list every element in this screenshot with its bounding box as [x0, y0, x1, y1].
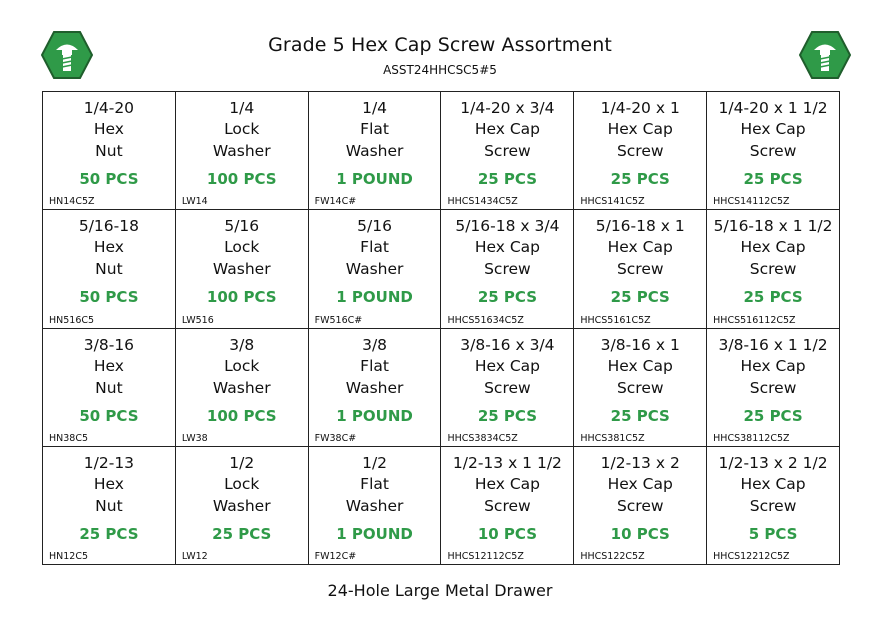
item-label: Screw	[484, 260, 531, 279]
item-label: Screw	[749, 378, 797, 397]
drawer-compartment	[309, 447, 442, 565]
item-label: Washer	[212, 496, 271, 515]
drawer-compartment	[441, 329, 574, 447]
size-label: 3/8-16 x 1 1/2	[718, 335, 828, 354]
size-label: 5/16-18 x 3/4	[455, 217, 560, 236]
quantity-label: 100 PCS	[206, 288, 277, 307]
sku-label: FW12C#	[314, 551, 357, 562]
size-label: 1/4	[229, 99, 255, 117]
type-label: Flat	[360, 120, 389, 138]
drawer-compartment	[43, 447, 176, 565]
type-label: Hex Cap	[474, 120, 540, 138]
sku-label: HHCS38112C5Z	[713, 432, 790, 444]
item-label: Washer	[345, 142, 404, 160]
quantity-label: 100 PCS	[206, 170, 277, 188]
size-label: 3/8-16	[83, 335, 135, 354]
sku-label: HHCS5161C5Z	[580, 314, 651, 326]
size-label: 1/2-13 x 2	[600, 453, 680, 472]
type-label: Hex Cap	[474, 474, 540, 493]
sku-label: HN516C5	[49, 314, 95, 326]
sku-label: HN12C5	[49, 551, 89, 562]
type-label: Hex Cap	[607, 238, 673, 257]
size-label: 1/2-13 x 2 1/2	[718, 453, 828, 472]
sku-label: HN14C5Z	[49, 196, 95, 208]
quantity-label: 25 PCS	[79, 524, 139, 543]
sku-label: LW12	[181, 551, 208, 562]
sku-label: HHCS1434C5Z	[447, 196, 518, 208]
item-label: Nut	[95, 378, 123, 397]
type-label: Hex Cap	[474, 356, 540, 375]
item-label: Screw	[749, 260, 797, 279]
drawer-compartment	[707, 447, 840, 565]
quantity-label: 10 PCS	[477, 524, 537, 543]
size-label: 5/16-18	[78, 217, 139, 236]
quantity-label: 1 POUND	[336, 288, 413, 307]
quantity-label: 25 PCS	[477, 406, 537, 425]
type-label: Lock	[224, 238, 260, 257]
sku-label: HHCS516112C5Z	[713, 314, 796, 326]
size-label: 1/2-13	[83, 453, 135, 472]
quantity-label: 25 PCS	[743, 406, 803, 425]
item-label: Screw	[749, 496, 797, 515]
drawer-compartment	[43, 329, 176, 447]
assortment-code: ASST24HHCSC5#5	[383, 63, 497, 77]
page-title: Grade 5 Hex Cap Screw Assortment	[268, 34, 612, 56]
item-label: Screw	[616, 496, 664, 515]
type-label: Hex	[93, 356, 124, 375]
drawer-compartment	[574, 92, 707, 210]
drawer-compartment	[43, 92, 176, 210]
size-label: 5/16-18 x 1	[595, 217, 685, 236]
item-label: Screw	[484, 496, 531, 515]
type-label: Flat	[360, 356, 389, 375]
quantity-label: 25 PCS	[743, 288, 803, 307]
type-label: Hex Cap	[740, 474, 806, 493]
item-label: Washer	[212, 142, 271, 160]
item-label: Screw	[484, 378, 531, 397]
size-label: 3/8-16 x 3/4	[460, 335, 555, 354]
size-label: 3/8-16 x 1	[600, 335, 680, 354]
quantity-label: 10 PCS	[610, 524, 670, 543]
quantity-label: 1 POUND	[336, 406, 413, 425]
sku-label: FW38C#	[314, 432, 357, 444]
drawer-compartment	[309, 210, 442, 328]
size-label: 1/4-20	[83, 99, 135, 117]
type-label: Hex Cap	[740, 120, 806, 138]
drawer-compartment	[707, 210, 840, 328]
sku-label: HHCS14112C5Z	[713, 196, 790, 208]
type-label: Hex	[93, 474, 124, 493]
sku-label: HHCS12212C5Z	[713, 551, 790, 562]
quantity-label: 50 PCS	[79, 170, 139, 188]
type-label: Lock	[224, 356, 260, 375]
item-label: Screw	[616, 260, 664, 279]
size-label: 5/16	[224, 217, 260, 236]
drawer-compartment	[176, 210, 309, 328]
quantity-label: 25 PCS	[610, 288, 670, 307]
drawer-compartment	[309, 329, 442, 447]
drawer-compartment	[574, 210, 707, 328]
size-label: 1/2	[229, 453, 255, 472]
size-label: 1/2-13 x 1 1/2	[452, 453, 562, 472]
type-label: Lock	[224, 474, 260, 493]
item-label: Screw	[484, 142, 531, 160]
item-label: Nut	[95, 260, 123, 279]
type-label: Hex	[93, 120, 124, 138]
item-label: Washer	[345, 496, 404, 515]
quantity-label: 50 PCS	[79, 288, 139, 307]
quantity-label: 50 PCS	[79, 406, 139, 425]
hex-screw-icon	[799, 31, 851, 79]
quantity-label: 1 POUND	[336, 524, 413, 543]
item-label: Screw	[616, 378, 664, 397]
type-label: Hex Cap	[607, 474, 673, 493]
quantity-label: 100 PCS	[206, 406, 277, 425]
drawer-compartment	[176, 329, 309, 447]
sku-label: FW14C#	[314, 196, 357, 208]
sku-label: LW38	[181, 432, 208, 444]
size-label: 1/4	[362, 99, 388, 117]
quantity-label: 1 POUND	[336, 170, 413, 188]
sku-label: LW14	[181, 196, 208, 208]
quantity-label: 25 PCS	[212, 524, 272, 543]
sku-label: HN38C5	[49, 432, 89, 444]
sku-label: HHCS122C5Z	[580, 551, 645, 562]
size-label: 5/16	[357, 217, 392, 236]
size-label: 3/8	[229, 335, 255, 354]
type-label: Lock	[224, 120, 260, 138]
type-label: Flat	[360, 474, 389, 493]
drawer-description: 24-Hole Large Metal Drawer	[327, 581, 553, 600]
sku-label: HHCS381C5Z	[580, 432, 645, 444]
drawer-compartment	[574, 329, 707, 447]
quantity-label: 25 PCS	[610, 170, 670, 188]
type-label: Hex Cap	[607, 120, 673, 138]
item-label: Washer	[345, 260, 404, 279]
quantity-label: 25 PCS	[477, 288, 537, 307]
size-label: 3/8	[362, 335, 388, 354]
size-label: 5/16-18 x 1 1/2	[713, 217, 833, 236]
drawer-compartment	[176, 92, 309, 210]
item-label: Screw	[616, 142, 664, 160]
drawer-compartment	[441, 92, 574, 210]
type-label: Flat	[360, 238, 389, 257]
drawer-compartment	[309, 92, 442, 210]
drawer-compartment	[707, 329, 840, 447]
item-label: Nut	[95, 142, 123, 160]
drawer-compartment	[43, 210, 176, 328]
item-label: Nut	[95, 496, 123, 515]
size-label: 1/4-20 x 1 1/2	[718, 99, 828, 117]
drawer-compartment	[707, 92, 840, 210]
type-label: Hex Cap	[474, 238, 540, 257]
item-label: Screw	[749, 142, 797, 160]
sku-label: HHCS12112C5Z	[447, 551, 524, 562]
type-label: Hex Cap	[607, 356, 673, 375]
drawer-compartment	[176, 447, 309, 565]
quantity-label: 25 PCS	[477, 170, 537, 188]
quantity-label: 25 PCS	[743, 170, 803, 188]
sku-label: FW516C#	[314, 314, 363, 326]
size-label: 1/4-20 x 3/4	[460, 99, 555, 117]
sku-label: HHCS141C5Z	[580, 196, 645, 208]
sku-label: HHCS3834C5Z	[447, 432, 518, 444]
type-label: Hex Cap	[740, 356, 806, 375]
drawer-compartment	[441, 447, 574, 565]
quantity-label: 25 PCS	[610, 406, 670, 425]
drawer-compartment	[441, 210, 574, 328]
quantity-label: 5 PCS	[748, 524, 798, 543]
size-label: 1/2	[362, 453, 388, 472]
sku-label: LW516	[181, 314, 214, 326]
drawer-compartment	[574, 447, 707, 565]
item-label: Washer	[345, 378, 404, 397]
type-label: Hex Cap	[740, 238, 806, 257]
item-label: Washer	[212, 378, 271, 397]
type-label: Hex	[93, 238, 124, 257]
item-label: Washer	[212, 260, 271, 279]
assortment-grid	[42, 91, 840, 565]
size-label: 1/4-20 x 1	[600, 99, 680, 117]
sku-label: HHCS51634C5Z	[447, 314, 524, 326]
